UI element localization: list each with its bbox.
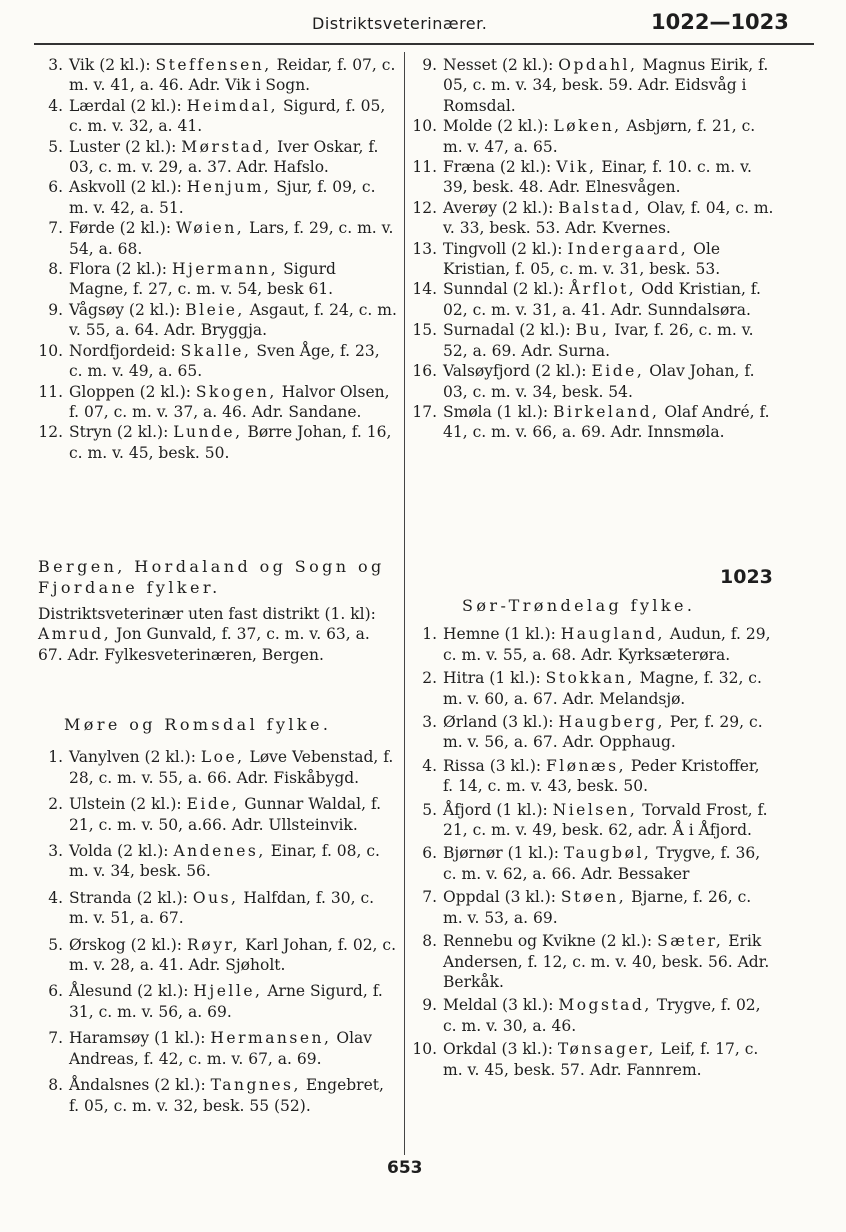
entry-number: 7. [48,1029,63,1048]
entry-district: Askvoll (2 kl.): [69,178,187,197]
entry-number: 9. [422,996,437,1015]
entry-district: Oppdal (3 kl.): [443,888,561,907]
entry-details: Iver Oskar, f. 03, c. m. v. 29, a. 37. Adr. Hafslo. [69,137,379,177]
entry-number: 5. [422,800,437,819]
entry-details: Einar, f. 08, c. m. v. 34, besk. 56. [69,842,380,881]
entry-district: Meldal (3 kl.): [443,996,559,1015]
entry-surname: Stokkan, [545,669,635,688]
entry-district: Vågsøy (2 kl.): [69,300,186,319]
entry-surname: Taugbøl, [563,844,652,863]
list-item [36,137,398,178]
list-item [36,888,398,929]
list-item [410,320,774,361]
list-item [410,800,774,841]
entry-surname: Nielsen, [552,800,638,819]
list-item [410,116,774,157]
running-header-page-range: 1022—1023 [651,10,789,34]
entry-district: Averøy (2 kl.): [443,198,559,217]
entry-surname: Vik, [556,158,597,177]
entry-number: 8. [422,932,437,951]
entry-surname: Mørstad, [181,137,273,156]
entry-number: 15. [412,321,437,340]
entry-number: 16. [412,362,437,381]
entry-surname: Løken, [553,117,622,136]
bergen-section [38,556,398,665]
entry-number: 4. [48,888,63,907]
entry-surname: Hermansen, [210,1029,332,1048]
entry-district: Sunndal (2 kl.): [443,280,569,299]
entry-number: 11. [412,158,437,177]
entry-district: Gloppen (2 kl.): [69,382,196,401]
entry-details: Leif, f. 17, c. m. v. 45, besk. 57. Adr. Fannrem. [443,1040,759,1079]
entry-number: 8. [48,260,63,279]
entry-district: Flora (2 kl.): [69,260,172,279]
entry-number: 4. [422,756,437,775]
entry-district: Distriktsveterinær uten fast distrikt (1. kl): [38,605,376,623]
entry-number: 1. [48,748,63,767]
entry-district: Haramsøy (1 kl.): [69,1029,211,1048]
list-item [410,668,774,709]
list-item [410,239,774,280]
list-item [410,402,774,443]
list-item [410,1039,774,1080]
entry-details: Odd Kristian, f. 02, c. m. v. 31, a. 41. Adr. Sunndalsøra. [443,280,761,319]
list-item [410,361,774,402]
list-item [410,198,774,239]
entry-details: Olav Andreas, f. 42, c. m. v. 67, a. 69. [69,1029,373,1068]
entry-details: Per, f. 29, c. m. v. 56, a. 67. Adr. Opphaug. [443,713,763,752]
entry-surname: Haugland, [560,625,665,644]
entry-number: 6. [48,982,63,1001]
entry-district: Åndalsnes (2 kl.): [69,1076,211,1095]
entry-surname: Mogstad, [558,996,652,1015]
entry-surname: Wøien, [175,219,245,238]
list-item [36,422,398,463]
list-item [36,981,398,1022]
entry-details: Halfdan, f. 30, c. m. v. 51, a. 67. [69,888,375,928]
entry-details: Sigurd, f. 05, c. m. v. 32, a. 41. [69,96,386,136]
list-item [410,157,774,198]
bergen-entry [38,604,398,665]
entry-number: 10. [38,341,63,360]
entry-surname: Opdahl, [558,56,638,74]
list-item [410,279,774,320]
entry-surname: Heimdal, [186,96,279,115]
entry-details: Halvor Olsen, f. 07, c. m. v. 37, a. 46. Adr. Sandane. [69,382,390,421]
list-item [36,177,398,218]
entry-district: Vanylven (2 kl.): [69,748,201,767]
header-rule [34,43,814,45]
entry-number: 14. [412,280,437,299]
entry-district: Bjørnør (1 kl.): [443,844,564,863]
entry-details: Erik Andersen, f. 12, c. m. v. 40, besk. 56. Adr. Berkåk. [443,932,770,991]
list-item [410,712,774,753]
entry-details: Magnus Eirik, f. 05, c. m. v. 34, besk. 59. Adr. Eidsvåg i Romsdal. [443,56,769,115]
entry-details: Olav Johan, f. 03, c. m. v. 34, besk. 54. [443,362,755,401]
entry-surname: Steffensen, [155,56,272,74]
list-item [36,300,398,341]
entry-details: Sven Åge, f. 23, c. m. v. 49, a. 65. [69,341,380,381]
list-item [410,995,774,1036]
entry-district: Molde (2 kl.): [443,117,554,136]
list-item [36,259,398,300]
entry-district: Lærdal (2 kl.): [69,96,187,115]
list-item [36,841,398,882]
sor-trondelag-section [410,596,774,1080]
entry-number: 6. [48,178,63,197]
entry-district: Stryn (2 kl.): [69,423,174,442]
entry-surname: Hjelle, [193,982,263,1001]
entry-surname: Flønæs, [546,756,626,775]
entry-number: 9. [48,300,63,319]
entry-district: Fræna (2 kl.): [443,158,557,177]
entry-details: Engebret, f. 05, c. m. v. 32, besk. 55 (52). [69,1076,384,1115]
entry-details: Ivar, f. 26, c. m. v. 52, a. 69. Adr. Surna. [443,321,754,360]
entry-details: Lars, f. 29, c. m. v. 54, a. 68. [69,219,394,258]
section-heading: Bergen, Hordaland og Sogn og Fjordane fylker. [38,557,385,597]
entry-district: Ørskog (2 kl.): [69,935,187,954]
entry-number: 1. [422,625,437,644]
entry-number: 7. [48,219,63,238]
running-header-title: Distriktsveterinærer. [312,14,488,33]
entry-details: Reidar, f. 07, c. m. v. 41, a. 46. Adr. Vik i Sogn. [69,56,396,95]
entry-number: 13. [412,239,437,258]
left-top-list [36,55,398,463]
entry-details: Jon Gunvald, f. 37, c. m. v. 63, a. 67. Adr. Fylkesveterinæren, Bergen. [38,625,370,664]
entry-details: Ole Kristian, f. 05, c. m. v. 31, besk. 53. [443,239,721,279]
entry-district: Ålesund (2 kl.): [69,982,194,1001]
entry-surname: Skogen, [195,382,277,401]
entry-district: Rissa (3 kl.): [443,756,547,775]
section-heading: Møre og Romsdal fylke. [64,715,332,734]
list-item [36,382,398,423]
entry-surname: Støen, [560,888,627,907]
entry-surname: Balstad, [558,198,643,217]
entry-district: Luster (2 kl.): [69,137,182,156]
entry-surname: Årflot, [568,280,637,299]
entry-surname: Birkeland, [553,402,660,421]
entry-district: Stranda (2 kl.): [69,888,193,907]
entry-district: Nordfjordeid: [69,341,181,360]
entry-details: Olaf André, f. 41, c. m. v. 66, a. 69. Adr. Innsmøla. [443,402,770,442]
entry-district: Førde (2 kl.): [69,219,176,238]
entry-number: 12. [412,198,437,217]
entry-number: 8. [48,1076,63,1095]
entry-number: 10. [412,117,437,136]
entry-district: Smøla (1 kl.): [443,402,554,421]
entry-details: Asgaut, f. 24, c. m. v. 55, a. 64. Adr. Bryggja. [69,300,397,340]
entry-details: Løve Vebenstad, f. 28, c. m. v. 55, a. 66. Adr. Fiskåbygd. [69,748,394,787]
entry-number: 9. [422,56,437,74]
entry-details: Audun, f. 29, c. m. v. 55, a. 68. Adr. Kyrksæterøra. [443,625,771,664]
entry-district: Surnadal (2 kl.): [443,321,576,340]
entry-surname: Andenes, [173,842,266,861]
entry-details: Karl Johan, f. 02, c. m. v. 28, a. 41. Adr. Sjøholt. [69,935,397,975]
list-item [36,218,398,259]
entry-surname: Eide, [591,362,645,381]
entry-district: Ulstein (2 kl.): [69,795,187,814]
section-number: 1023 [720,566,773,588]
entry-surname: Eide, [186,795,240,814]
entry-details: Einar, f. 10. c. m. v. 39, besk. 48. Adr. Elnesvågen. [443,158,752,197]
entry-district: Orkdal (3 kl.): [443,1040,558,1059]
list-item [410,931,774,992]
entry-district: Nesset (2 kl.): [443,56,559,74]
entry-details: Gunnar Waldal, f. 21, c. m. v. 50, a.66. Adr. Ullsteinvik. [69,795,382,834]
list-item [410,55,774,116]
list-item [410,843,774,884]
entry-surname: Sæter, [657,932,724,951]
entry-number: 3. [48,842,63,861]
entry-surname: Ous, [192,888,239,907]
entry-surname: Tangnes, [210,1076,301,1095]
entry-surname: Amrud, [38,625,112,644]
list-item [36,341,398,382]
entry-number: 17. [412,402,437,421]
entry-details: Torvald Frost, f. 21, c. m. v. 49, besk. 62, adr. Å i Åfjord. [443,800,768,840]
entry-surname: Henjum, [186,178,272,197]
list-item [410,756,774,797]
entry-number: 6. [422,844,437,863]
list-item [36,1028,398,1069]
entry-district: Ørland (3 kl.): [443,713,559,732]
entry-details: Asbjørn, f. 21, c. m. v. 47, a. 65. [443,117,756,156]
entry-district: Tingvoll (2 kl.): [443,239,568,258]
entry-number: 5. [48,137,63,156]
entry-details: Trygve, f. 02, c. m. v. 30, a. 46. [443,996,761,1035]
list-item [36,96,398,137]
entry-number: 12. [38,423,63,442]
entry-details: Magne, f. 32, c. m. v. 60, a. 67. Adr. Melandsjø. [443,669,762,708]
entry-surname: Bu, [575,321,610,340]
list-item [410,887,774,928]
entry-details: Arne Sigurd, f. 31, c. m. v. 56, a. 69. [69,982,383,1021]
entry-number: 4. [48,96,63,115]
column-divider [404,52,405,1155]
entry-number: 3. [48,56,63,74]
entry-details: Sjur, f. 09, c. m. v. 42, a. 51. [69,178,376,217]
entry-number: 10. [412,1040,437,1059]
entry-district: Hitra (1 kl.): [443,669,546,688]
entry-surname: Tønsager, [557,1040,656,1059]
entry-surname: Lunde, [173,423,243,442]
list-item [36,794,398,835]
entry-details: Bjarne, f. 26, c. m. v. 53, a. 69. [443,888,752,927]
list-item [410,624,774,665]
entry-surname: Hjermann, [171,260,279,279]
entry-number: 2. [48,795,63,814]
entry-details: Sigurd Magne, f. 27, c. m. v. 54, besk 61. [69,260,336,299]
entry-surname: Skalle, [180,341,252,360]
entry-surname: Indergaard, [567,239,689,258]
entry-number: 11. [38,382,63,401]
entry-details: Børre Johan, f. 16, c. m. v. 45, besk. 50. [69,423,392,462]
entry-surname: Bleie, [185,300,245,319]
entry-surname: Haugberg, [558,713,665,732]
page-number: 653 [387,1158,423,1178]
entry-details: Peder Kristoffer, f. 14, c. m. v. 43, besk. 50. [443,756,760,796]
entry-district: Vik (2 kl.): [69,56,156,74]
entry-district: Åfjord (1 kl.): [443,800,553,819]
list-item [36,747,398,788]
entry-district: Volda (2 kl.): [69,842,174,861]
more-romsdal-section [36,715,398,1116]
entry-surname: Røyr, [186,935,241,954]
list-item [36,1075,398,1116]
entry-number: 7. [422,888,437,907]
entry-details: Trygve, f. 36, c. m. v. 62, a. 66. Adr. Bessaker [443,844,761,883]
entry-number: 3. [422,713,437,732]
entry-number: 2. [422,669,437,688]
entry-district: Hemne (1 kl.): [443,625,561,644]
list-item [36,55,398,96]
entry-district: Rennebu og Kvikne (2 kl.): [443,932,658,951]
right-top-list [410,55,774,443]
list-item [36,935,398,976]
entry-details: Olav, f. 04, c. m. v. 33, besk. 53. Adr. Kvernes. [443,198,774,238]
section-heading: Sør-Trøndelag fylke. [462,596,696,615]
entry-surname: Loe, [200,748,245,767]
entry-district: Valsøyfjord (2 kl.): [443,362,592,381]
entry-number: 5. [48,935,63,954]
